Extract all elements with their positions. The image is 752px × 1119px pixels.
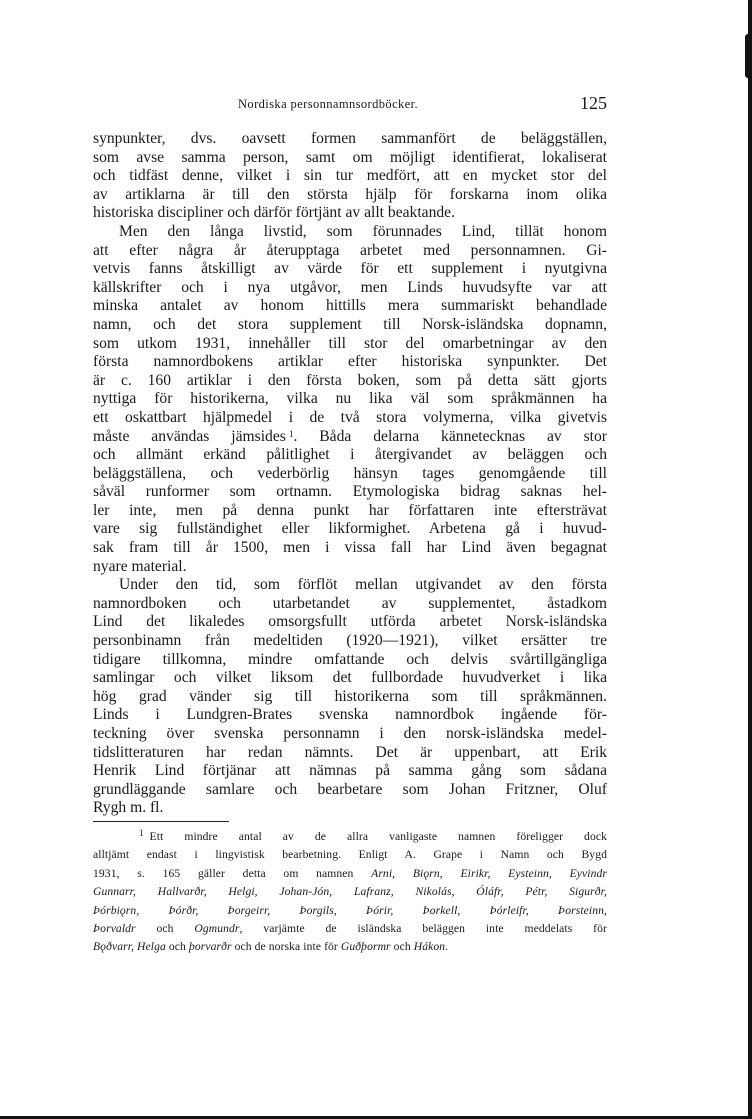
text-line: att efter några år återupptaga arbetet med personnamnen. Gi- — [93, 241, 607, 259]
text-line: Lind det likaledes omsorgsfullt utförda arbetet Norsk-isländska — [93, 613, 607, 631]
text-line: nyttiga för historikerna, vilka nu lika väl som språkmännen ha — [93, 390, 607, 408]
footnote-ref: 1 — [288, 428, 294, 439]
text-segment: . — [445, 940, 449, 954]
text-segment: Ett mindre antal av de allra vanligaste namnen föreligger dock — [149, 829, 607, 843]
text-segment: och — [390, 940, 414, 954]
text-line: Rygh m. fl. — [93, 799, 164, 817]
text-line: av artiklarna är till den största hjälp för forskarna inom olika — [93, 185, 607, 203]
footnote-line — [93, 902, 607, 920]
text-line: och tidfäst denne, vilket i sin tur medfört, att en mycket stor del — [93, 167, 607, 185]
body-text — [93, 130, 607, 957]
text-segment: 1931, s. 165 gäller detta om namnen — [93, 866, 354, 880]
text-segment-italic: Arni, Biǫrn, Eirikr, Eysteinn, Eyvindr — [371, 866, 607, 880]
text-segment-italic: Hákon — [413, 940, 446, 954]
text-line: såväl runformer som ortnamn. Etymologiska bidrag saknas hel- — [93, 483, 607, 501]
text-line: ler inte, men på denna punkt har författaren inte eftersträvat — [93, 501, 607, 519]
text-line: minska antalet av honom hittills mera summariskt behandlade — [93, 297, 607, 315]
footnote-marker: 1 — [139, 827, 144, 838]
text-line: som avse samma person, samt om möjligt identifierat, lokaliserat — [93, 148, 607, 166]
page-edge-right — [748, 0, 752, 1119]
text-line: första namnordbokens artiklar efter historiska synpunkter. Det — [93, 353, 607, 371]
page-edge-mark — [745, 34, 752, 78]
footnote-line — [93, 828, 607, 846]
text-line: Linds i Lundgren-Brates svenska namnordbok ingående för- — [93, 706, 607, 724]
text-line: och allmänt erkänd pålitlighet i återgivandet av beläggen och — [93, 446, 607, 464]
text-line: hög grad vänder sig till historikerna som till språkmännen. — [93, 687, 607, 705]
text-segment: måste användas jämsides — [93, 427, 286, 445]
text-line: namnordboken och utarbetandet av supplementet, åstadkom — [93, 594, 607, 612]
text-segment-italic: Guðþormr — [340, 940, 391, 954]
text-line: ett oskattbart hjälpmedel i de två stora volymerna, vilka givetvis — [93, 408, 607, 426]
text-segment: och — [135, 921, 195, 935]
footnote-line — [93, 938, 607, 956]
text-line: nyare material. — [93, 557, 187, 575]
text-line: Under den tid, som förflöt mellan utgivandet av den första — [119, 576, 607, 594]
footnote — [93, 828, 607, 957]
text-segment-italic: Bǫðvarr, Helga — [93, 940, 166, 954]
text-line: Henrik Lind förtjänar att nämnas på samma gång som sådana — [93, 762, 607, 780]
text-line: tidigare tillkomna, mindre omfattande och delvis svårtillgängliga — [93, 650, 607, 668]
text-line: historiska discipliner och därför förtjänt av allt beaktande. — [93, 204, 455, 222]
footnote-line — [93, 865, 607, 883]
footnote-line: alltjämt endast i lingvistisk bearbetning. Enligt A. Grape i Namn och Bygd — [93, 848, 607, 862]
text-segment-italic: Gunnarr, Hallvarðr, Helgi, Johan-Jón, Lafranz, Nikolás, Óláfr, Pétr, Sigurðr, — [93, 885, 607, 899]
text-line: vetvis fanns åtskilligt av värde för ett supplement i nyutgivna — [93, 260, 607, 278]
text-line: vare sig fullständighet eller likformighet. Arbetena gå i huvud- — [93, 520, 607, 538]
text-line: tidslitteraturen har redan nämnts. Det är uppenbart, att Erik — [93, 743, 607, 761]
footnote-rule — [93, 821, 229, 822]
text-line — [93, 428, 607, 447]
text-segment-italic: Þorvaldr — [93, 921, 136, 935]
text-segment-italic: Ogmundr — [194, 921, 240, 935]
text-line: samlingar och vilket liksom det fullbordade huvudverket i lika — [93, 669, 607, 687]
page-number: 125 — [580, 93, 607, 113]
footnote-line — [93, 920, 607, 938]
text-line: grundläggande samlare och bearbetare som Johan Fritzner, Oluf — [93, 780, 607, 798]
page-header — [93, 94, 607, 118]
text-segment: och de norska inte för — [231, 940, 341, 954]
text-line: källskrifter och i nya utgåvor, men Linds huvudsyfte var att — [93, 278, 607, 296]
text-line: beläggställena, och vederbörlig hänsyn tages genomgående till — [93, 464, 607, 482]
text-line: personbinamn från medeltiden (1920—1921), vilket ersätter tre — [93, 632, 607, 650]
text-line: teckning över svenska personnamn i den norsk-isländska medel- — [93, 725, 607, 742]
text-line: som utkom 1931, innehåller till stor del omarbetningar av den — [93, 334, 607, 352]
text-segment-italic: Þórbiǫrn, Þórðr, Þorgeirr, Þorgils, Þórir, Þorkell, Þórleifr, Þorsteinn, — [93, 903, 607, 917]
footnote-line — [93, 883, 607, 901]
text-line: Men den långa livstid, som förunnades Lind, tillät honom — [119, 222, 607, 240]
text-line: namn, och det stora supplement till Norsk-isländska dopnamn, — [93, 315, 607, 333]
text-segment: , varjämte de isländska beläggen inte meddelats för — [239, 921, 608, 935]
text-line: sak fram till år 1500, men i vissa fall har Lind även begagnat — [93, 539, 607, 557]
text-segment-italic: þorvarðr — [188, 940, 232, 954]
text-line: synpunkter, dvs. oavsett formen sammanfört de beläggställen, — [93, 130, 607, 147]
text-segment: och — [165, 940, 189, 954]
text-line: är c. 160 artiklar i den första boken, som på detta sätt gjorts — [93, 371, 607, 389]
text-segment: . Båda delarna kännetecknas av stor — [293, 427, 608, 445]
running-title: Nordiska personnamnsordböcker. — [238, 97, 419, 111]
